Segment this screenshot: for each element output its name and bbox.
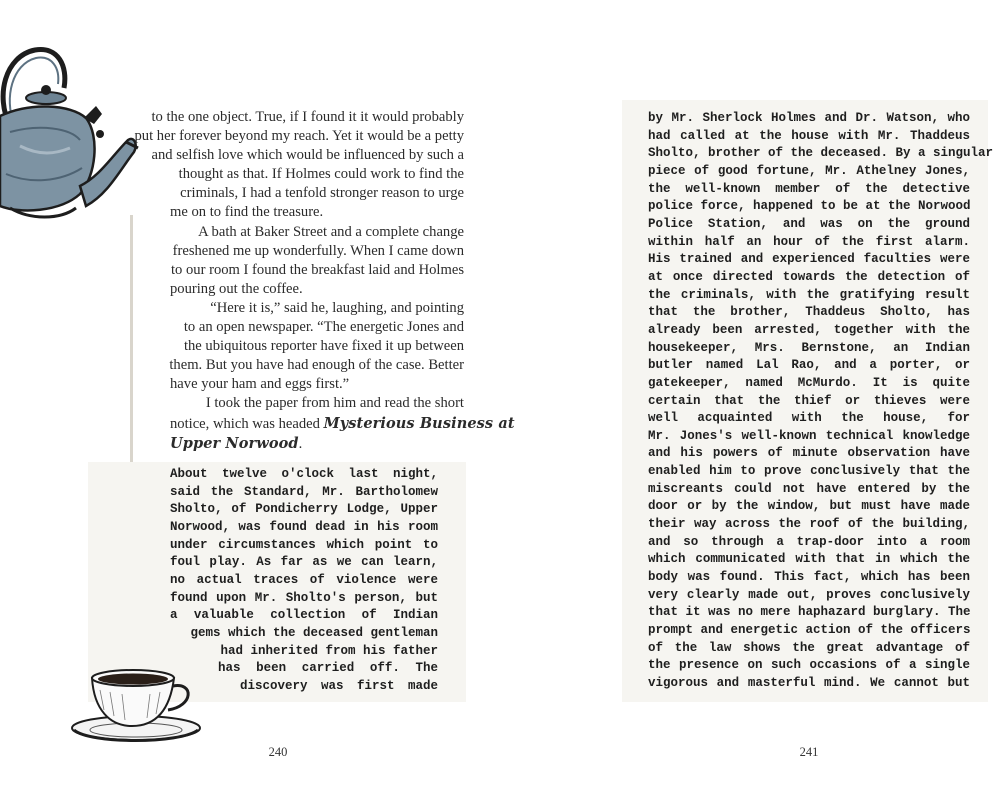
clip-line: discovery was first made [240,678,438,693]
period: . [298,435,303,452]
clip-line: miscreants could not have entered by the [648,481,970,496]
clip-line: the well-known member of the detective [648,181,970,196]
text-line: freshened me up wonderfully. When I came down [172,242,464,259]
clip-line: their way across the roof of the building, [648,517,970,532]
clip-line: About twelve o'clock last night, [170,467,438,481]
clip-line: piece of good fortune, Mr. Athelney Jones, [648,163,970,178]
clip-line: housekeeper, Mrs. Bernstone, an Indian [648,340,970,355]
clip-line: Sholto, brother of the deceased. By a singular [648,146,994,161]
text-line [118,414,515,434]
clip-line: a valuable collection of Indian [170,608,438,623]
clip-line: prompt and energetic action of the officers [648,623,971,638]
text-line: I took the paper from him and read the short [205,395,464,412]
clip-line: that it was no mere haphazard burglary. The [648,605,971,620]
clip-line: door or by the window, but must have made [648,499,970,514]
text-line: them. But you have had enough of the case. Better [169,357,464,374]
text-fragment: notice, which was headed [170,415,320,432]
clip-line: within half an hour of the first alarm. [648,234,970,249]
clip-line: that the brother, Thaddeus Sholto, has [648,305,970,320]
clip-line: certain that the thief or thieves were [648,393,970,408]
text-line: A bath at Baker Street and a complete change [198,223,464,240]
text-line: the ubiquitous reporter have fixed it up between [183,338,464,355]
clip-line: of the law shows the great advantage of [648,640,970,655]
text-line: and selfish love which would be influenced by such a [151,147,464,164]
text-line: criminals, I had a tenfold stronger reason to urge [180,185,464,202]
clip-line: the presence on such occasions of a single [648,658,970,673]
clip-line: gatekeeper, named McMurdo. It is quite [648,375,970,390]
clip-line: well acquainted with the house, for [648,411,970,426]
newspaper-headline-cont: Upper Norwood [170,434,299,452]
clip-line: no actual traces of violence were [170,572,438,587]
clip-line: said the Standard, Mr. Bartholomew [170,484,438,499]
clip-line: which communicated with that in which the [648,552,970,567]
clip-line: Mr. Jones's well-known technical knowledge [648,428,970,443]
clip-line: very clearly made out, proves conclusively [648,587,970,602]
clip-line: had called at the house with Mr. Thaddeus [648,128,970,143]
text-line: me on to find the treasure. [170,204,324,221]
clip-line: and his powers of minute observation have [648,446,970,461]
clip-line: already been arrested, together with the [648,322,970,337]
left-body-text [118,108,515,454]
text-line: “Here it is,” said he, laughing, and pointing [210,299,464,316]
clip-line: enabled him to prove conclusively that the [648,464,970,479]
clip-line: body was found. This fact, which has been [648,570,970,585]
text-line [118,434,464,454]
newspaper-clipping-text [170,466,438,696]
clip-line: by Mr. Sherlock Holmes and Dr. Watson, who [648,111,970,125]
clip-line: Sholto, of Pondicherry Lodge, Upper [170,502,438,517]
clip-line: gems which the deceased gentleman [190,625,438,640]
clip-line: His trained and experienced faculties were [648,252,970,267]
text-line: have your ham and eggs first.” [170,376,350,393]
newspaper-headline: Mysterious Business at [323,414,515,432]
clip-line: had inherited from his father [220,643,438,658]
text-line: to our room I found the breakfast laid and Holmes [170,261,464,278]
page-number: 240 [268,745,288,759]
text-line: to an open newspaper. “The energetic Jones and [183,319,464,336]
text-line: pouring out the coffee. [170,280,303,297]
text-line: to the one object. True, if I found it it would probably [151,109,464,125]
text-line: thought as that. If Holmes could work to find the [178,166,464,183]
newspaper-clipping-text [648,110,994,693]
clip-line: under circumstances which point to [170,537,438,552]
clip-line: and so through a trap-door into a room [648,534,970,549]
page-number: 241 [799,745,819,759]
clip-line: the criminals, with the gratifying result [648,287,970,302]
clip-line: Norwood, was found dead in his room [170,519,438,534]
clip-line: at once directed towards the detection of [648,269,970,284]
clip-line: Police Station, and was on the ground [648,216,970,231]
clip-line: has been carried off. The [218,661,438,676]
clip-line: vigorous and masterful mind. We cannot but [648,676,970,690]
teacup-icon [70,660,210,750]
clip-line: found upon Mr. Sholto's person, but [170,590,438,605]
clip-line: butler named Lal Rao, and a porter, or [648,358,970,373]
clip-line: foul play. As far as we can learn, [170,555,438,570]
clip-line: police force, happened to be at the Norwood [648,199,971,214]
text-line: put her forever beyond my reach. Yet it would be a petty [134,128,464,145]
